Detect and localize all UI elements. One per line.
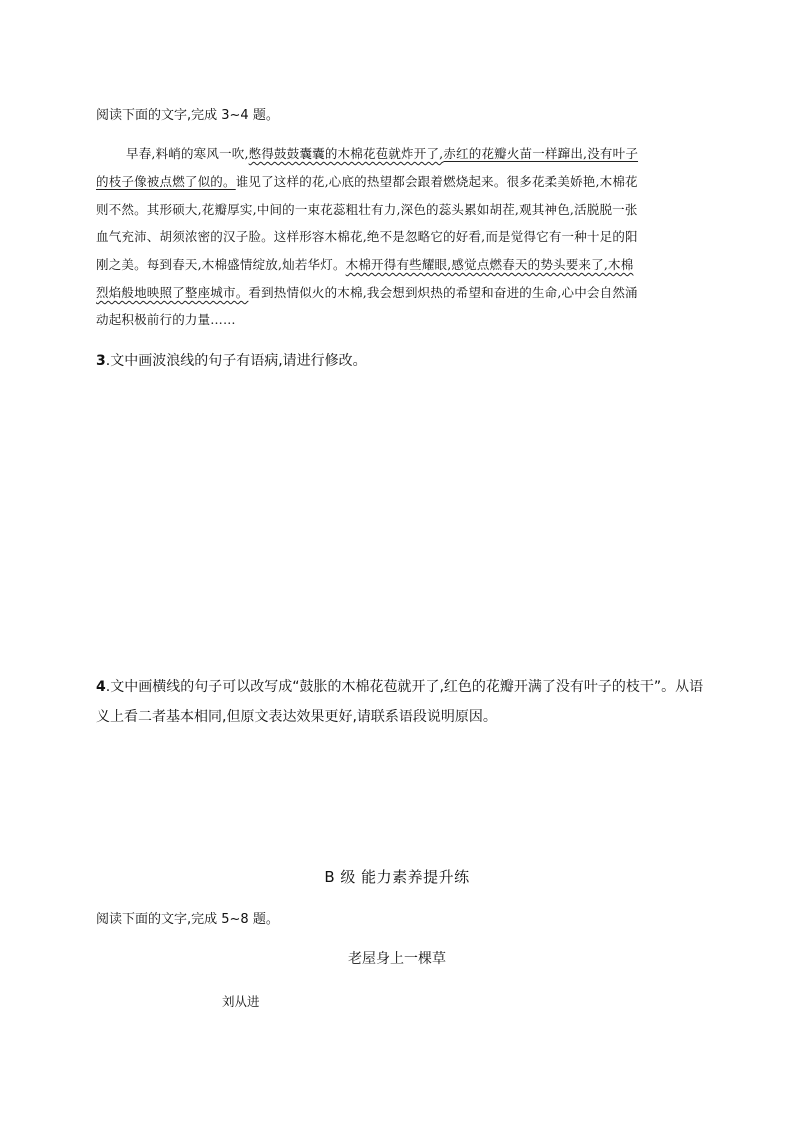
passage-line-2 xyxy=(96,172,638,190)
question-3 xyxy=(96,350,367,370)
question-number: 3 xyxy=(96,353,106,369)
passage-line-7: 动起积极前行的力量…… xyxy=(96,312,236,327)
question-4 xyxy=(96,676,703,726)
passage-line-4: 血气充沛、胡须浓密的汉子脸。这样形容木棉花,绝不是忽略它的好看,而是觉得它有一种十足的阳 xyxy=(96,229,638,244)
article-author: 刘从进 xyxy=(222,994,260,1009)
passage-line-5 xyxy=(96,255,633,273)
question-text: .文中画波浪线的句子有语病,请进行修改。 xyxy=(105,353,367,369)
wavy-underlined-sentence-2-part1: 木棉开得有些耀眼,感觉点燃春天的势头要来了,木棉 xyxy=(345,257,634,272)
underlined-sentence-part1: 赤红的花瓣火苗一样蹿出,没有叶子 xyxy=(443,146,639,161)
passage-line-3: 则不然。其形硕大,花瓣厚实,中间的一束花蕊粗壮有力,深色的蕊头累如胡茬,观其神色,活脱脱一张 xyxy=(96,202,638,217)
passage-text: 看到热情似火的木棉,我会想到炽热的希望和奋进的生命,心中会自然涌 xyxy=(248,285,638,300)
question-number: 4 xyxy=(96,679,106,695)
passage-text: 早春,料峭的寒风一吹, xyxy=(126,146,249,161)
wavy-underlined-sentence-2-part2: 烈焰般地映照了整座城市。 xyxy=(96,285,249,300)
question-text: .文中画横线的句子可以改写成“鼓胀的木棉花苞就开了,红色的花瓣开满了没有叶子的枝干”。从语 xyxy=(105,679,704,695)
passage-line-1 xyxy=(126,144,638,162)
question-4-line-1 xyxy=(96,676,703,696)
intro-instruction-2: 阅读下面的文字,完成 5~8 题。 xyxy=(96,912,279,927)
intro-instruction: 阅读下面的文字,完成 3~4 题。 xyxy=(96,108,279,123)
passage-text: 谁见了这样的花,心底的热望都会跟着燃烧起来。很多花柔美娇艳,木棉花 xyxy=(235,174,638,189)
section-heading: B 级 能力素养提升练 xyxy=(324,868,470,886)
passage-line-6 xyxy=(96,283,638,301)
question-4-line-2: 义上看二者基本相同,但原文表达效果更好,请联系语段说明原因。 xyxy=(96,709,497,725)
passage-text: 刚之美。每到春天,木棉盛情绽放,灿若华灯。 xyxy=(96,257,346,272)
underlined-sentence-part2: 的枝子像被点燃了似的。 xyxy=(96,174,236,189)
wavy-underlined-sentence: 憋得鼓鼓囊囊的木棉花苞就炸开了, xyxy=(248,146,444,161)
article-title: 老屋身上一棵草 xyxy=(348,951,446,967)
